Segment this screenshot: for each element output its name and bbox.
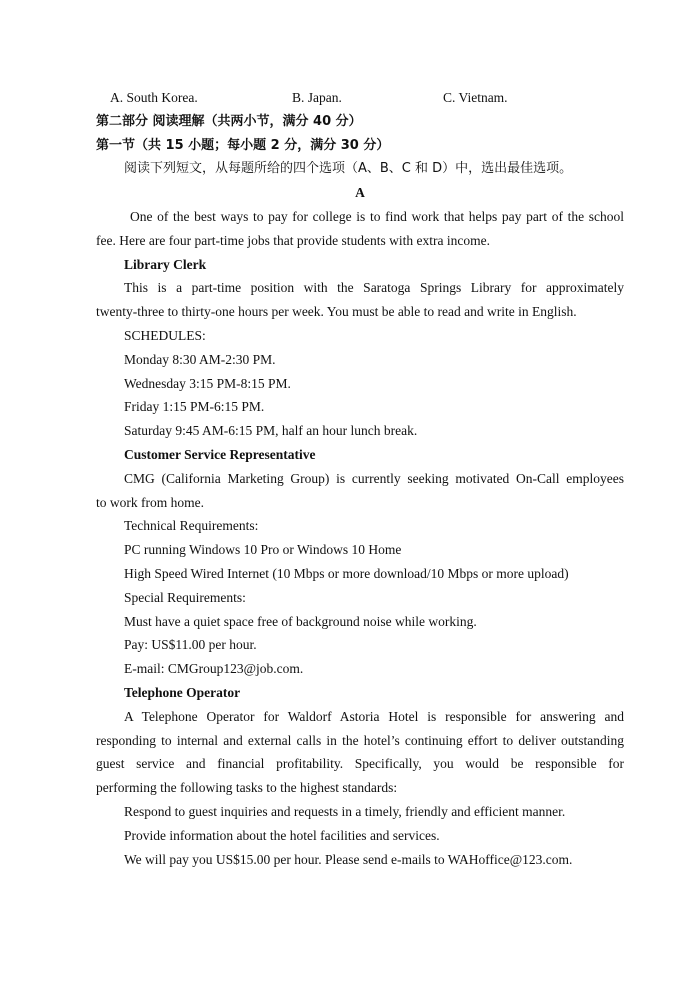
schedule-item: Friday 1:15 PM-6:15 PM. [124,399,265,415]
job1-desc-line-1: This is a part-time position with the Saratoga Springs Library for approximately [124,280,624,296]
schedule-item: Saturday 9:45 AM-6:15 PM, half an hour lunch break. [124,423,418,439]
passage-label: A [355,185,365,201]
job3-task-item: Provide information about the hotel facilities and services. [124,827,440,843]
job3-desc-line-3: guest service and financial profitability. Specifically, you would be responsible for [96,756,624,772]
job-title-customer-service: Customer Service Representative [124,446,316,462]
job2-email: E-mail: CMGroup123@job.com. [124,661,304,677]
job-title-library-clerk: Library Clerk [124,256,207,272]
job1-desc-line-2: twenty-three to thirty-one hours per week. You must be able to read and write in English. [96,304,577,320]
option-c: C. Vietnam. [443,90,508,105]
job3-desc-line-2: responding to internal and external calls in the hotel’s continuing effort to deliver outstanding [96,732,624,748]
exam-page [96,86,624,871]
job3-desc-line-4: performing the following tasks to the highest standards: [96,780,398,796]
job2-pay: Pay: US$11.00 per hour. [124,637,257,653]
technical-requirements-label: Technical Requirements: [124,518,259,534]
schedule-item: Monday 8:30 AM-2:30 PM. [124,351,276,367]
job2-desc-line-1: CMG (California Marketing Group) is currently seeking motivated On-Call employees [124,470,624,486]
schedule-item: Wednesday 3:15 PM-8:15 PM. [124,375,291,391]
special-requirement-item: Must have a quiet space free of background noise while working. [124,613,477,629]
job3-task-item: Respond to guest inquiries and requests in a timely, friendly and efficient manner. [124,803,566,819]
job-title-telephone-operator: Telephone Operator [124,684,241,700]
subsection-title: 第一节（共 15 小题；每小题 2 分，满分 30 分） [96,137,390,153]
technical-requirement-item: High Speed Wired Internet (10 Mbps or more download/10 Mbps or more upload) [124,565,569,581]
job3-pay-line: We will pay you US$15.00 per hour. Please send e-mails to WAHoffice@123.com. [124,851,573,867]
intro-line-1: One of the best ways to pay for college is to find work that helps pay part of the school [130,208,624,224]
part-title: 第二部分 阅读理解（共两小节，满分 40 分） [96,113,362,129]
schedules-label: SCHEDULES: [124,327,206,343]
option-b: B. Japan. [292,90,342,105]
option-a: A. South Korea. [110,90,198,105]
instruction: 阅读下列短文，从每题所给的四个选项（A、B、C 和 D）中，选出最佳选项。 [124,161,573,177]
special-requirements-label: Special Requirements: [124,589,246,605]
job2-desc-line-2: to work from home. [96,494,204,510]
intro-line-2: fee. Here are four part-time jobs that provide students with extra income. [96,232,490,248]
technical-requirement-item: PC running Windows 10 Pro or Windows 10 Home [124,542,402,558]
answer-options-row [96,86,624,110]
job3-desc-line-1: A Telephone Operator for Waldorf Astoria Hotel is responsible for answering and [124,708,624,724]
